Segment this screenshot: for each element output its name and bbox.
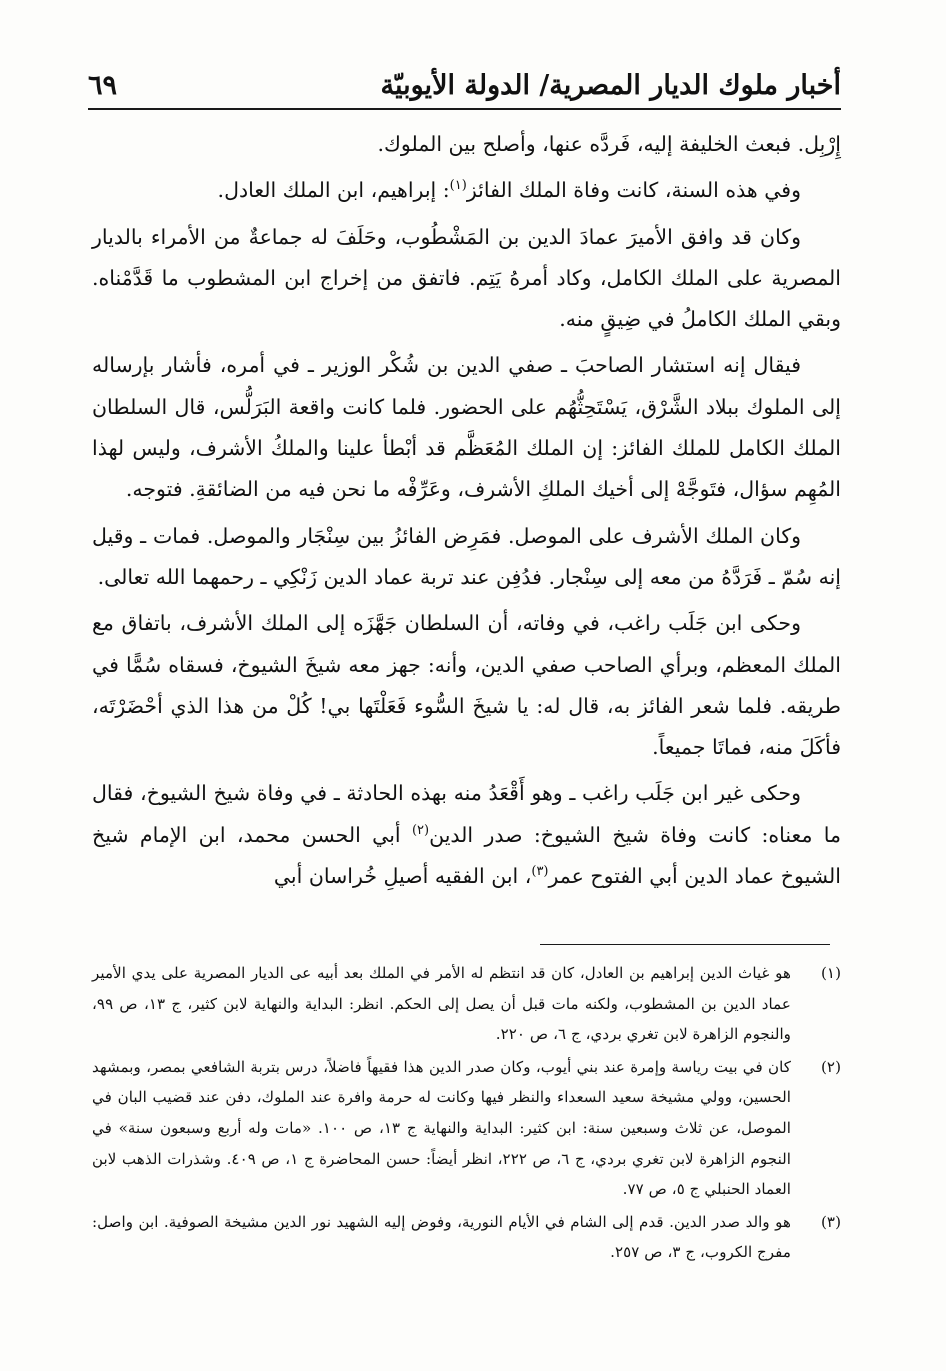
paragraph-text: وحكى غير ابن جَلَب راغب ـ وهو أَقْعَدُ منه بهذه الحادثة ـ في وفاة شيخ الشيوخ، فقال ما معناه: كانت وفاة شيخ الشيوخ: صدر الدين [92,781,841,847]
footnote [92,1052,841,1205]
footnote-reference: (١) [449,178,467,194]
paragraph [92,217,841,341]
paragraph [92,516,841,599]
paragraph [92,603,841,768]
running-title: أخبار ملوك الديار المصرية/ الدولة الأيوبيّة [380,70,841,101]
paragraph-text: وحكى ابن جَلَب راغب، في وفاته، أن السلطان جَهَّزَه إلى الملك الأشرف، باتفاق مع الملك المعظم، وبرأي الصاحب صفي الدين، وأنه: جهز معه شيخَ الشيوخ، فسقاه سُمًّا في طريقه. فلما شعر الفائز به، قال له: يا شيخَ السُّوء فَعَلْتَها بي! كُلْ من هذا الذي أحْضَرْتَه، فأكَلَ منه، فماتَا جميعاً. [92,611,841,760]
footnote-text: هو غياث الدين إبراهيم بن العادل، كان قد انتظم له الأمر في الملك بعد أبيه عى الديار المصرية على يدي الأمير عماد الدين بن المشطوب، ولكنه مات قبل أن يصل إلى الحكم. انظر: البداية والنهاية لابن كثير، ج ١٣، ص ٩٩، والنجوم الزاهرة لابن تغري بردي، ج ٦، ص ٢٢٠. [92,964,791,1044]
paragraph-text: : إبراهيم، ابن الملك العادل. [217,178,450,203]
paragraph-text: ، ابن الفقيه أصيلِ خُراسان أبي [273,864,532,889]
page-number: ٦٩ [88,70,118,101]
paragraph-text: وفي هذه السنة، كانت وفاة الملك الفائز [466,178,801,203]
footnote-number: (٢) [820,1057,841,1076]
footnote-reference: (٢) [411,822,430,838]
paragraph [92,170,841,211]
paragraph-text: فيقال إنه استشار الصاحبَ ـ صفي الدين بن شُكْر الوزير ـ في أمره، فأشار بإرساله إلى الملوك ببلاد الشَّرْق، يَسْتَحِثُّهُم على الحضور. فلما كانت واقعة البَرَلُّس، قال السلطان الملك الكامل للملك الفائز: إن الملك المُعَظَّم قد أبْطأ علينا والملكُ الأشرف، وليس لهذا المُهِم سؤال، فتَوجَّهْ إلى أخيك الملكِ الأشرف، وعَرِّفْه ما نحن فيه من الضائقةِ. فتوجه. [92,353,841,502]
main-text [92,124,841,902]
footnote-text: كان في بيت رياسة وإمرة عند بني أيوب، وكان صدر الدين هذا فقيهاً فاضلاً، درس بتربة الشافعي بمصر، وبمشهد الحسين، وولي مشيخة سعيد السعداء والنظر فيها وكانت له حرمة وافرة عند الملوك، دفن عند قضيب البان في الموصل، عن ثلاث وسبعين سنة: ابن كثير: البداية والنهاية ج ١٣، ص ١٠٠. «مات وله أربع وسبعون سنة» في النجوم الزاهرة لابن تغري بردي، ج ٦، ص ٢٢٢، انظر أيضاً: حسن المحاضرة ج ١، ص ٤٠٩. وشذرات الذهب لابن العماد الحنبلي ج ٥، ص ٧٧. [92,1057,792,1199]
footnote-reference: (٣) [531,864,549,880]
paragraph-text: وكان الملك الأشرف على الموصل. فمَرِض الفائزُ بين سِنْجَار والموصل. فمات ـ وقيل إنه سُمّ ـ فَرَدَّهُ من معه إلى سِنْجار. فدُفِن عند تربة عماد الدين زَنْكِي ـ رحمهما الله تعالى. [92,523,841,589]
footnote [92,958,841,1050]
footnote-divider [540,944,830,945]
page-header [88,60,841,110]
paragraph-text: وكان قد وافق الأميرَ عمادَ الدين بن المَشْطُوب، وحَلَفَ له جماعةٌ من الأمراء بالديار المصرية على الملك الكامل، وكاد أمرهُ يَتِم. فاتفق من إخراج ابن المشطوب ما قَدَّمْناه. وبقي الملك الكاملُ في ضِيقٍ منه. [92,224,841,332]
footnote [92,1207,841,1268]
paragraph [92,773,841,897]
paragraph [92,124,841,165]
footnote-number: (٣) [820,1212,841,1231]
paragraph [92,345,841,510]
footnote-number: (١) [820,964,841,982]
paragraph-text: إِرْبِل. فبعث الخليفة إليه، فَردَّه عنها، وأصلح بين الملوك. [377,132,841,156]
footnotes [92,958,841,1270]
footnote-text: هو والد صدر الدين. قدم إلى الشام في الأيام النورية، وفوض إليه الشهيد نور الدين مشيخة الصوفية. ابن واصل: مفرج الكروب، ج ٣، ص ٢٥٧. [92,1212,791,1262]
paragraph-text: أبي الحسن محمد، ابن الإمام شيخ الشيوخ عماد الدين أبي الفتوح عمر [92,822,841,889]
